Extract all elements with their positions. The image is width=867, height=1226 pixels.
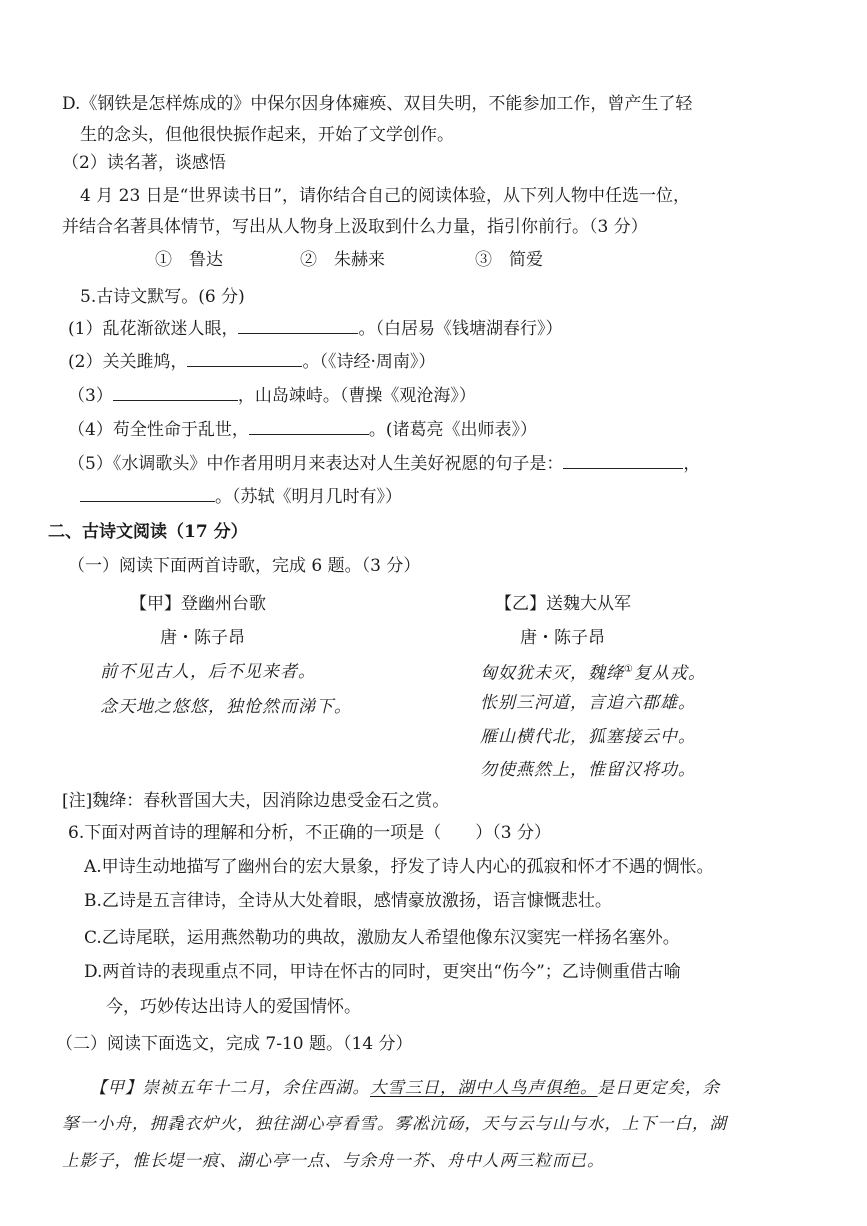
- q5-item-1: [68, 317, 562, 340]
- poem-a-line-2: 念天地之悠悠，独怆然而涕下。: [100, 697, 352, 717]
- poem-b-line-1-b: 复从戎。: [633, 663, 706, 684]
- poem-b-author: 唐・陈子昂: [520, 628, 605, 648]
- poem-b-line-4: 勿使燕然上，惟留汉将功。: [480, 760, 696, 780]
- underlined-sentence: 大雪三日，湖中人鸟声俱绝。: [370, 1078, 598, 1097]
- q5-heading: 5.古诗文默写。(6 分): [80, 287, 245, 307]
- part-2-heading: （二）阅读下面选文，完成 7-10 题。（14 分）: [56, 1034, 413, 1054]
- q6-stem: 6.下面对两首诗的理解和分析，不正确的一项是（ ）（3 分）: [68, 823, 551, 843]
- q5-item-4-source: 。(诸葛亮《出师表》）: [368, 420, 537, 440]
- character-option-3: ③ 简爱: [475, 250, 543, 270]
- q6-option-b: B.乙诗是五言律诗，全诗从大处着眼，感情豪放激扬，语言慷慨悲壮。: [84, 891, 612, 911]
- poem-a-title: 【甲】登幽州台歌: [130, 594, 266, 614]
- answer-blank-2[interactable]: [187, 350, 302, 367]
- passage-line-3: 上影子，惟长堤一痕、湖心亭一点、与余舟一芥、舟中人两三粒而已。: [62, 1151, 605, 1170]
- q5-item-1-source: 。（白居易《钱塘湖春行》）: [358, 319, 563, 339]
- q5-item-3-text: （3）: [68, 386, 113, 406]
- poem-b-title: 【乙】送魏大从军: [495, 594, 631, 614]
- q4-part2-heading: （2）读名著，谈感悟: [62, 153, 226, 173]
- character-option-1: ① 鲁达: [155, 250, 223, 270]
- q6-option-c: C.乙诗尾联，运用燕然勒功的典故，激励友人希望他像东汉窦宪一样扬名塞外。: [84, 928, 680, 948]
- answer-blank-3[interactable]: [113, 384, 238, 401]
- answer-blank-5b[interactable]: [80, 485, 215, 502]
- answer-blank-1[interactable]: [238, 317, 358, 334]
- passage-line-1-b: 是日更定矣，余: [597, 1078, 720, 1097]
- q4-part2-line2: 并结合名著具体情节，写出从人物身上汲取到什么力量，指引你前行。（3 分）: [62, 217, 648, 237]
- q4-option-d-line1: D.《钢铁是怎样炼成的》中保尔因身体瘫痪、双目失明，不能参加工作，曾产生了轻: [62, 94, 693, 114]
- answer-blank-5a[interactable]: [563, 452, 683, 469]
- part-1-heading: （一）阅读下面两首诗歌，完成 6 题。（3 分）: [68, 556, 421, 576]
- q5-item-2: [68, 350, 435, 373]
- poem-note: [注]魏绛：春秋晋国大夫，因消除边患受金石之赏。: [62, 791, 450, 811]
- passage-line-2: 拏一小舟，拥毳衣炉火，独往湖心亭看雪。雾凇沆砀，天与云与山与水，上下一白，湖: [62, 1114, 727, 1133]
- q5-item-5-comma: ，: [683, 454, 701, 474]
- q6-option-d: D.两首诗的表现重点不同，甲诗在怀古的同时，更突出“伤今”；乙诗侧重借古喻: [84, 962, 681, 982]
- q4-option-d-line2: 生的念头，但他很快振作起来，开始了文学创作。: [80, 125, 454, 145]
- q5-item-2-text: (2）关关雎鸠，: [68, 352, 188, 372]
- character-option-2: ② 朱赫来: [300, 250, 385, 270]
- q5-item-5: [68, 452, 700, 475]
- q5-item-2-source: 。（《诗经·周南》）: [302, 352, 436, 372]
- poem-b-line-1: [480, 659, 706, 685]
- note-marker: ①: [624, 664, 634, 675]
- poem-b-line-2: 怅别三河道，言追六郡雄。: [480, 693, 696, 713]
- q5-item-3: [68, 384, 476, 407]
- passage-line-1-a: 【甲】崇祯五年十二月，余住西湖。: [90, 1078, 370, 1097]
- q5-item-5-source: 。（苏轼《明月几时有》）: [215, 487, 402, 507]
- section-2-heading: 二、古诗文阅读（17 分）: [48, 522, 248, 542]
- poem-a-author: 唐・陈子昂: [160, 628, 245, 648]
- q5-item-5-text: （5）《水调歌头》中作者用明月来表达对人生美好祝愿的句子是：: [68, 454, 564, 474]
- q5-item-5-cont: [80, 485, 402, 508]
- q4-part2-line1: 4 月 23 日是“世界读书日”，请你结合自己的阅读体验，从下列人物中任选一位，: [80, 186, 691, 206]
- q6-option-d-cont: 今，巧妙传达出诗人的爱国情怀。: [106, 997, 361, 1017]
- q5-item-3-source: ，山岛竦峙。（曹操《观沧海》）: [237, 386, 476, 406]
- poem-b-line-3: 雁山横代北，狐塞接云中。: [480, 727, 696, 747]
- q5-item-4-text: （4）苟全性命于乱世，: [68, 420, 249, 440]
- poem-a-line-1: 前不见古人，后不见来者。: [100, 662, 316, 682]
- poem-b-line-1-a: 匈奴犹未灭，魏绛: [480, 663, 624, 684]
- answer-blank-4[interactable]: [249, 418, 369, 435]
- q5-item-1-text: (1）乱花渐欲迷人眼，: [68, 319, 239, 339]
- q6-option-a: A.甲诗生动地描写了幽州台的宏大景象，抒发了诗人内心的孤寂和怀才不遇的惆怅。: [84, 857, 714, 877]
- passage-line-1: [90, 1077, 720, 1099]
- q5-item-4: [68, 418, 537, 441]
